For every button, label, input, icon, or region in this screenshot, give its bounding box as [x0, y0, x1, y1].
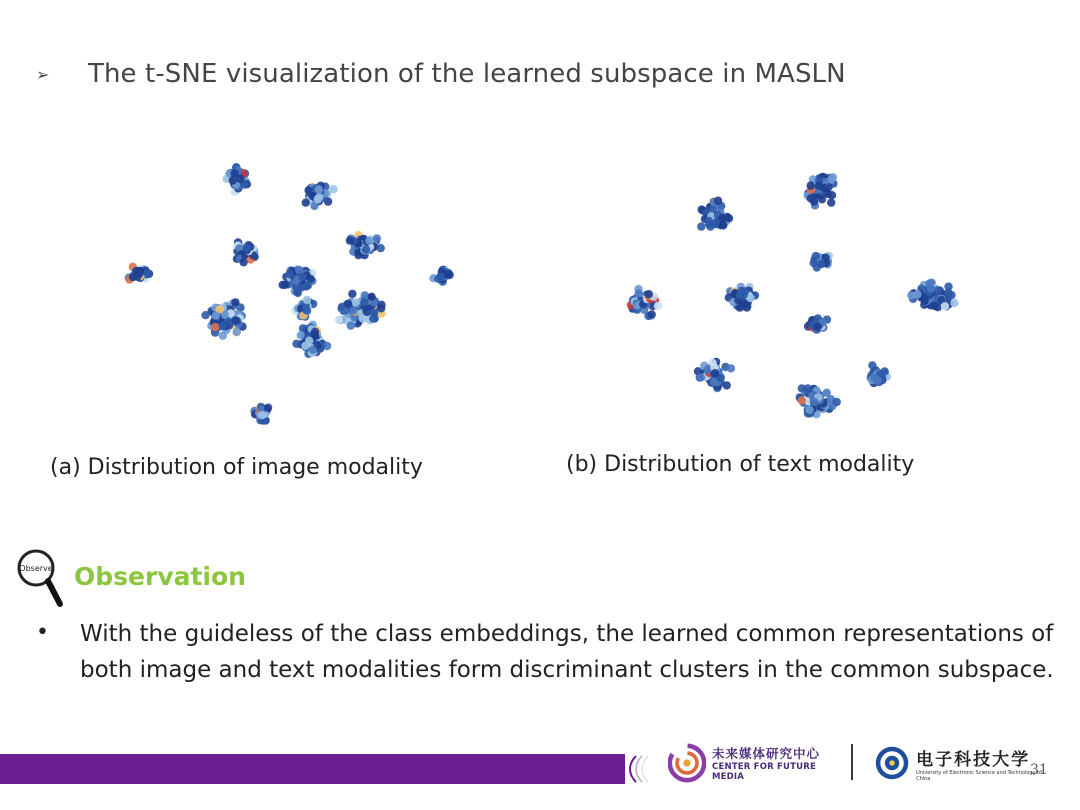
scatter-point — [950, 299, 958, 307]
scatter-point — [805, 406, 813, 414]
scatter-point — [315, 185, 323, 193]
scatter-point — [810, 398, 818, 406]
scatter-point — [309, 346, 317, 354]
scatter-point — [705, 217, 713, 225]
scatter-point — [814, 323, 822, 331]
scatter-point — [352, 298, 360, 306]
scatter-point — [817, 260, 825, 268]
uestc-logo-en-text: University of Electronic Science and Technology of China — [916, 769, 1042, 782]
uestc-seal-icon — [874, 743, 910, 783]
scatter-point — [927, 284, 935, 292]
scatter-point — [697, 222, 705, 230]
scatter-point — [304, 186, 312, 194]
scatter-point — [239, 258, 247, 266]
tsne-plot-text-modality — [600, 150, 990, 440]
scatter-point — [361, 298, 369, 306]
observation-bullet: • — [36, 620, 49, 645]
scatter-point — [242, 244, 250, 252]
scatter-point — [727, 364, 735, 372]
observation-text: With the guideless of the class embeddings, the learned common representations of both image and text modalities form discriminant clusters in the common subspace. — [80, 621, 1054, 683]
scatter-point — [303, 296, 311, 304]
scatter-point — [335, 316, 343, 324]
scatter-point — [297, 331, 305, 339]
scatter-point — [711, 369, 719, 377]
scatter-point — [874, 376, 882, 384]
scatter-point — [648, 310, 656, 318]
scatter-point — [913, 290, 921, 298]
scatter-point — [264, 404, 272, 412]
scatter-point — [347, 322, 355, 330]
tsne-plot-image-modality — [100, 150, 490, 440]
cfm-logo-cn-text: 未来媒体研究中心 — [712, 746, 821, 761]
magnifier-icon — [14, 548, 70, 610]
slide-title-row — [36, 56, 846, 92]
title-arrow-bullet: ➢ — [36, 64, 50, 84]
slide-title: The t-SNE visualization of the learned subspace in MASLN — [88, 59, 846, 89]
scatter-point — [810, 197, 818, 205]
scatter-point — [231, 316, 239, 324]
scatter-point — [718, 214, 726, 222]
scatter-point — [807, 181, 815, 189]
scatter-point — [930, 302, 938, 310]
scatter-point — [833, 398, 841, 406]
magnifier-label: Observe — [19, 564, 53, 573]
scatter-point — [233, 328, 241, 336]
scatter-point — [236, 175, 244, 183]
scatter-point — [201, 311, 209, 319]
scatter-point — [812, 252, 820, 260]
scatter-point — [349, 306, 357, 314]
scatter-point — [212, 311, 220, 319]
scatter-point — [302, 199, 310, 207]
scatter-point — [697, 373, 705, 381]
scatter-point — [798, 384, 806, 392]
scatter-point — [229, 176, 237, 184]
scatter-point — [373, 234, 381, 242]
scatter-point — [868, 361, 876, 369]
scatter-point — [258, 411, 266, 419]
cfm-logo-mark-icon — [668, 742, 706, 784]
scatter-point — [714, 197, 722, 205]
scatter-point — [362, 245, 370, 253]
scatter-point — [723, 381, 731, 389]
scatter-point — [828, 191, 836, 199]
scatter-point — [635, 289, 643, 297]
logo-divider — [851, 744, 853, 780]
scatter-point — [281, 281, 289, 289]
scatter-point — [285, 270, 293, 278]
scatter-point — [645, 290, 653, 298]
logo-center-for-future-media — [668, 740, 838, 786]
scatter-point — [305, 337, 313, 345]
scatter-point — [302, 306, 310, 314]
scatter-point — [231, 298, 239, 306]
tsne-scatter-text — [600, 150, 990, 440]
scatter-point — [365, 236, 373, 244]
scatter-point — [219, 322, 227, 330]
scatter-point — [344, 300, 352, 308]
scatter-point — [829, 173, 837, 181]
figure-caption-b: (b) Distribution of text modality — [566, 452, 915, 477]
scatter-point — [346, 236, 354, 244]
scatter-point — [369, 314, 377, 322]
scatter-point — [921, 297, 929, 305]
scatter-point — [941, 302, 949, 310]
scatter-point — [377, 304, 385, 312]
scatter-point — [654, 302, 662, 310]
scatter-point — [329, 185, 337, 193]
logo-uestc — [874, 740, 1044, 786]
scatter-point — [144, 270, 152, 278]
scatter-point — [934, 286, 942, 294]
scatter-point — [304, 282, 312, 290]
page-number: 31 — [1030, 762, 1048, 778]
footer-swoosh-decoration — [622, 754, 662, 784]
scatter-point — [798, 396, 806, 404]
cfm-logo-en-text: CENTER FOR FUTURE MEDIA — [712, 762, 816, 782]
scatter-point — [211, 323, 219, 331]
scatter-point — [710, 378, 718, 386]
observation-heading: Observation — [74, 562, 246, 591]
scatter-point — [740, 291, 748, 299]
scatter-point — [298, 273, 306, 281]
scatter-point — [314, 195, 322, 203]
scatter-point — [367, 293, 375, 301]
scatter-point — [292, 340, 300, 348]
scatter-point — [944, 289, 952, 297]
tsne-scatter-image — [100, 150, 490, 440]
scatter-point — [136, 269, 144, 277]
figure-caption-a: (a) Distribution of image modality — [50, 455, 423, 480]
scatter-point — [436, 273, 444, 281]
footer-bar — [0, 754, 625, 784]
scatter-point — [815, 182, 823, 190]
scatter-point — [348, 290, 356, 298]
scatter-point — [827, 198, 835, 206]
uestc-logo-cn-text: 电子科技大学 — [916, 749, 1031, 770]
